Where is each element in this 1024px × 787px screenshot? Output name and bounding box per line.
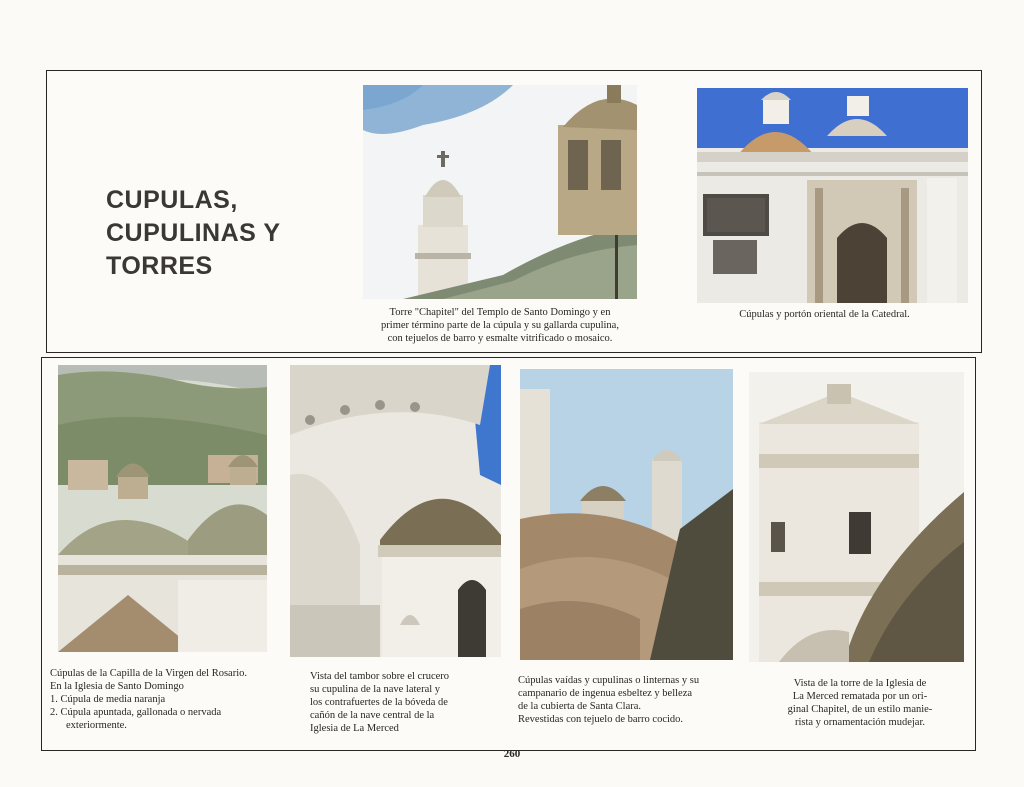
caption-santo-domingo-tower bbox=[352, 306, 648, 345]
photo-la-merced-tower bbox=[749, 372, 964, 662]
caption-la-merced-tower bbox=[760, 677, 960, 729]
caption-line: En la Iglesia de Santo Domingo bbox=[50, 681, 184, 692]
caption-line: Revestidas con tejuelo de barro cocido. bbox=[518, 714, 684, 725]
caption-cathedral bbox=[697, 308, 952, 321]
caption-santa-clara bbox=[518, 674, 743, 726]
caption-line: Cúpulas de la Capilla de la Virgen del Rosario. bbox=[50, 668, 247, 679]
caption-line: de la cubierta de Santa Clara. bbox=[518, 701, 642, 712]
caption-line: Cúpulas vaídas y cupulinas o linternas y su bbox=[518, 675, 700, 686]
caption-line: Torre "Chapitel" del Templo de Santo Domingo y en bbox=[389, 307, 611, 318]
caption-line: su cupulina de la nave lateral y bbox=[310, 684, 441, 695]
caption-list-item: 2. Cúpula apuntada, gallonada o nervada bbox=[50, 707, 222, 718]
photo-santa-clara bbox=[520, 369, 733, 660]
photo-cathedral bbox=[697, 88, 968, 303]
caption-line: Vista de la torre de la Iglesia de bbox=[793, 678, 927, 689]
caption-line: campanario de ingenua esbeltez y belleza bbox=[518, 688, 693, 699]
caption-list-item: exteriormente. bbox=[66, 720, 127, 731]
page-number: 260 bbox=[503, 748, 521, 760]
caption-line: los contrafuertes de la bóveda de bbox=[310, 697, 448, 708]
title-line: CUPULINAS Y bbox=[106, 219, 281, 247]
caption-line: La Merced rematada por un ori- bbox=[792, 691, 928, 702]
caption-line: con tejuelos de barro y esmalte vitrificado o mosaico. bbox=[387, 333, 613, 344]
caption-list-item: 1. Cúpula de media naranja bbox=[50, 694, 166, 705]
caption-line: Iglesia de La Merced bbox=[310, 723, 399, 734]
caption-line: Vista del tambor sobre el crucero bbox=[310, 671, 450, 682]
caption-la-merced-crucero bbox=[310, 670, 510, 735]
photo-santo-domingo-tower bbox=[363, 85, 637, 299]
photo-la-merced-crucero bbox=[290, 365, 501, 657]
page-title bbox=[106, 184, 326, 283]
caption-line: cañón de la nave central de la bbox=[310, 710, 435, 721]
caption-line: ginal Chapitel, de un estilo manie- bbox=[787, 704, 933, 715]
caption-rosario-chapel bbox=[50, 667, 280, 732]
photo-rosario-chapel bbox=[58, 365, 267, 652]
caption-line: rista y ornamentación mudejar. bbox=[794, 717, 926, 728]
caption-line: Cúpulas y portón oriental de la Catedral. bbox=[739, 309, 910, 320]
caption-line: primer término parte de la cúpula y su gallarda cupulina, bbox=[381, 320, 619, 331]
title-line: CUPULAS, bbox=[106, 186, 238, 214]
title-line: TORRES bbox=[106, 252, 213, 280]
